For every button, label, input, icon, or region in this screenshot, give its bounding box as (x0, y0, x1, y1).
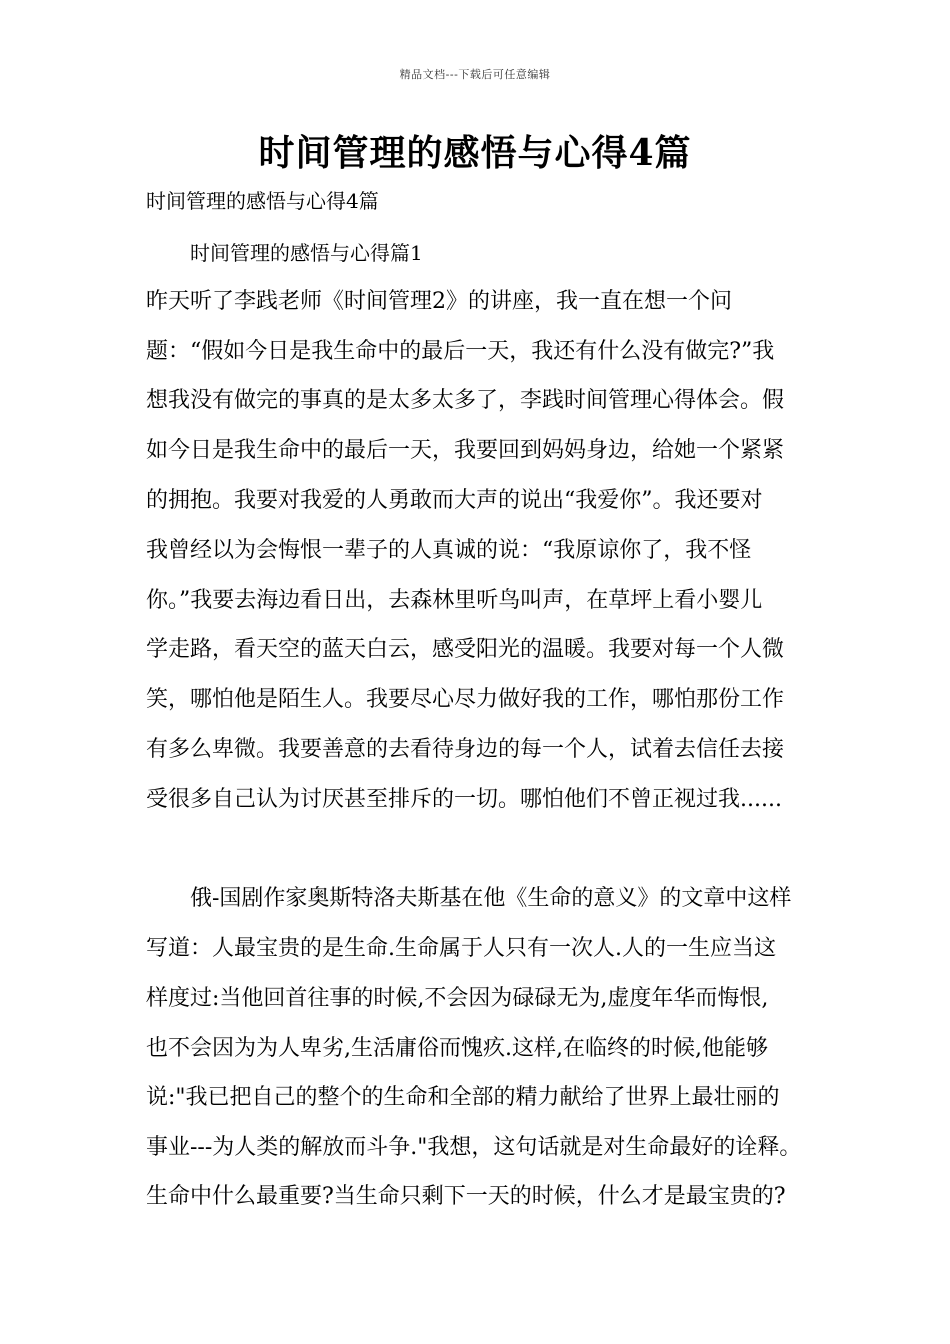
paragraph1-line: 的拥抱。我要对我爱的人勇敢而大声的说出“我爱你”。我还要对 (146, 488, 763, 513)
paragraph1-line: 笑，哪怕他是陌生人。我要尽心尽力做好我的工作，哪怕那份工作 (146, 687, 785, 712)
paragraph2-line: 也不会因为为人卑劣,生活庸俗而愧疚.这样,在临终的时候,他能够 (146, 1036, 768, 1061)
document-title: 时间管理的感悟与心得4篇 (258, 132, 692, 174)
paragraph1-line: 受很多自己认为讨厌甚至排斥的一切。哪怕他们不曾正视过我...... (146, 787, 782, 812)
paragraph2-line: 样度过:当他回首往事的时候,不会因为碌碌无为,虚度年华而悔恨, (146, 986, 769, 1011)
paragraph2-line: 俄-国剧作家奥斯特洛夫斯基在他《生命的意义》的文章中这样 (190, 886, 792, 911)
section-heading: 时间管理的感悟与心得篇1 (190, 241, 423, 265)
paragraph2-line: 事业---为人类的解放而斗争."我想，这句话就是对生命最好的诠释。 (146, 1135, 802, 1160)
paragraph1-line: 想我没有做完的事真的是太多太多了，李践时间管理心得体会。假 (146, 388, 785, 413)
paragraph1-line: 题：“假如今日是我生命中的最后一天，我还有什么没有做完?”我 (146, 339, 775, 364)
paragraph1-line: 有多么卑微。我要善意的去看待身边的每一个人，试着去信任去接 (146, 737, 785, 762)
paragraph2-line: 写道：人最宝贵的是生命.生命属于人只有一次人.人的一生应当这 (146, 936, 776, 961)
header-note: 精品文档---下载后可任意编辑 (399, 68, 551, 81)
paragraph1-line: 昨天听了李践老师《时间管理2》的讲座，我一直在想一个问 (146, 289, 732, 314)
paragraph1-line: 我曾经以为会悔恨一辈子的人真诚的说：“我原谅你了，我不怪 (146, 538, 752, 563)
paragraph2-line: 生命中什么最重要?当生命只剩下一天的时候，什么才是最宝贵的? (146, 1184, 786, 1209)
paragraph1-line: 你。”我要去海边看日出，去森林里听鸟叫声，在草坪上看小婴儿 (146, 588, 763, 613)
paragraph1-line: 如今日是我生命中的最后一天，我要回到妈妈身边，给她一个紧紧 (146, 438, 785, 463)
document-subtitle: 时间管理的感悟与心得4篇 (146, 189, 379, 213)
paragraph2-line: 说:"我已把自己的整个的生命和全部的精力献给了世界上最壮丽的 (146, 1085, 780, 1110)
paragraph1-line: 学走路，看天空的蓝天白云，感受阳光的温暖。我要对每一个人微 (146, 637, 785, 662)
